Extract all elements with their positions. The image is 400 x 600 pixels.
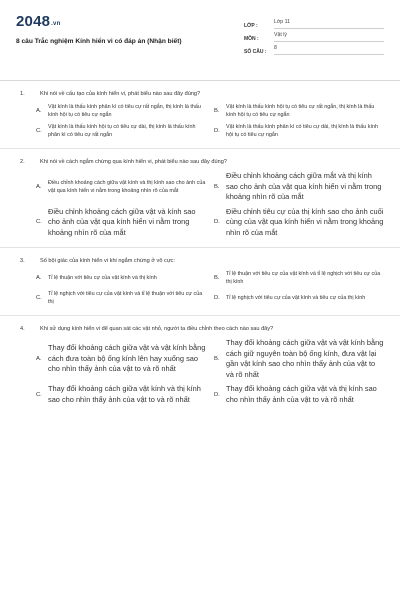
option-letter: A.	[36, 356, 42, 362]
option-letter: D.	[214, 219, 220, 226]
question-1	[16, 91, 384, 139]
question-number: 2.	[20, 159, 25, 165]
meta-row-class	[244, 16, 384, 29]
meta-label: MÔN :	[244, 36, 259, 42]
question-stem	[16, 326, 384, 332]
question-divider	[0, 148, 400, 149]
option-text: Thay đổi khoảng cách giữa vật và vật kính bằng cách đưa toàn bộ ống kính lên hay xuống sao cho nhìn thấy ảnh của vật to và rõ nhất	[48, 343, 206, 374]
question-number: 1.	[20, 91, 25, 97]
header	[16, 14, 384, 76]
option-d[interactable]	[214, 384, 384, 405]
option-text: Tỉ lệ thuận với tiêu cự của vật kính và tỉ lệ nghịch với tiêu cự của thị kính	[226, 271, 381, 285]
question-text: Khi sử dụng kính hiển vi để quan sát các vật nhỏ, người ta điều chỉnh theo cách nào sau đây?	[40, 326, 274, 332]
question-number: 3.	[20, 258, 25, 264]
question-text: Khi nói về cách ngắm chừng qua kính hiển vi, phát biểu nào sau đây đúng?	[40, 159, 227, 165]
option-text: Vật kính là thấu kính hội tụ có tiêu cự rất ngắn, thị kính là thấu kính hội tụ có tiêu cự ngắn	[226, 104, 375, 118]
option-text: Vật kính là thấu kính phân kì có tiêu cự rất ngắn, thị kính là thấu kính hội tụ có tiêu cự ngắn	[48, 104, 201, 118]
option-text: Vật kính là thấu kính phân kì có tiêu cự dài, thị kính là thấu kính hội tụ có tiêu cự ngắn	[226, 124, 378, 138]
option-d[interactable]	[214, 290, 384, 306]
option-letter: A.	[36, 183, 42, 190]
question-4	[16, 326, 384, 405]
question-divider	[0, 247, 400, 248]
meta-value: 8	[274, 45, 384, 55]
option-text: Điều chỉnh khoảng cách giữa mắt và thị kính sao cho ảnh của vật qua kính hiển vi nằm trong khoảng nhìn rõ của mắt	[226, 171, 382, 201]
question-text: Khi nói về cấu tạo của kính hiển vi, phát biểu nào sau đây đúng?	[40, 91, 201, 97]
option-text: Điều chỉnh tiêu cự của thị kính sao cho ảnh cuối cùng của vật qua kính hiển vi nằm trong khoảng nhìn rõ của mắt	[226, 206, 384, 237]
option-text: Tỉ lệ nghịch với tiêu cự của vật kính và tiêu cự của thị kính	[226, 295, 366, 301]
brand	[16, 14, 182, 76]
header-divider	[0, 80, 400, 81]
question-2	[16, 159, 384, 238]
meta-value: Vật lý	[274, 32, 384, 42]
document-title: 8 câu Trắc nghiệm Kính hiển vi có đáp án (Nhận biết)	[16, 38, 182, 45]
site-logo[interactable]: 2048.vn	[16, 13, 61, 30]
option-letter: C.	[36, 295, 42, 301]
option-text: Thay đổi khoảng cách giữa vật và thị kính sao cho nhìn thấy ảnh của vật to và rõ nhất	[226, 384, 377, 404]
question-stem	[16, 258, 384, 264]
meta-label: LỚP :	[244, 23, 258, 29]
option-a[interactable]	[36, 103, 206, 119]
option-text: Tỉ lệ thuận với tiêu cự của vật kính và thị kính	[48, 275, 157, 281]
options	[36, 103, 384, 139]
option-text: Tỉ lệ nghịch với tiêu cự của vật kính và tỉ lệ thuận với tiêu cự của thị	[48, 291, 203, 305]
option-text: Điều chỉnh khoảng cách giữa vật và kính sao cho ảnh của vật qua kính hiển vi nằm trong khoảng nhìn rõ của mắt	[48, 206, 196, 237]
option-letter: D.	[214, 391, 220, 398]
meta-row-subject	[244, 29, 384, 42]
option-c[interactable]	[36, 290, 206, 306]
option-letter: A.	[36, 275, 42, 281]
option-letter: B.	[214, 108, 220, 114]
option-letter: B.	[214, 183, 220, 190]
option-letter: D.	[214, 128, 220, 134]
options	[36, 171, 384, 238]
meta-row-count	[244, 42, 384, 55]
question-3	[16, 258, 384, 306]
option-text: Điều chỉnh khoảng cách giữa vật kính và thị kính sao cho ảnh của vật qua kính hiển vi nằm trong khoảng nhìn rõ của mắt	[48, 179, 206, 194]
option-b[interactable]	[214, 171, 384, 203]
option-text: Vật kính là thấu kính hội tụ có tiêu cự dài, thị kính là thấu kính phân kì có tiêu cự rất ngắn	[48, 124, 196, 138]
meta-value: Lớp 11	[274, 19, 384, 29]
option-b[interactable]	[214, 103, 384, 119]
meta-label: SỐ CÂU :	[244, 49, 267, 55]
option-d[interactable]	[214, 207, 384, 239]
option-text: Thay đổi khoảng cách giữa vật kính và thị kính sao cho nhìn thấy ảnh của vật to và rõ nhất	[48, 384, 201, 404]
option-letter: D.	[214, 295, 220, 301]
option-letter: A.	[36, 108, 42, 114]
option-c[interactable]	[36, 384, 206, 405]
option-c[interactable]	[36, 123, 206, 139]
option-letter: C.	[36, 128, 42, 134]
option-d[interactable]	[214, 123, 384, 139]
option-letter: B.	[214, 275, 220, 281]
option-c[interactable]	[36, 207, 206, 239]
meta-info	[244, 16, 384, 76]
options	[36, 270, 384, 306]
question-stem	[16, 159, 384, 165]
question-stem	[16, 91, 384, 97]
question-number: 4.	[20, 326, 25, 332]
option-letter: C.	[36, 219, 42, 226]
question-divider	[0, 315, 400, 316]
option-b[interactable]	[214, 338, 384, 380]
option-b[interactable]	[214, 270, 384, 286]
options	[36, 338, 384, 405]
option-a[interactable]	[36, 338, 206, 380]
option-letter: C.	[36, 391, 42, 398]
option-text: Thay đổi khoảng cách giữa vật và vật kính bằng cách giữ nguyên toàn bộ ống kính, đưa vật lại gần vật kính sao cho nhìn thấy ảnh của vật to và rõ nhất	[226, 338, 384, 379]
option-a[interactable]	[36, 270, 206, 286]
option-letter: B.	[214, 356, 220, 362]
question-text: Số bội giác của kính hiển vi khi ngắm chừng ở vô cực:	[40, 258, 175, 264]
option-a[interactable]	[36, 171, 206, 203]
